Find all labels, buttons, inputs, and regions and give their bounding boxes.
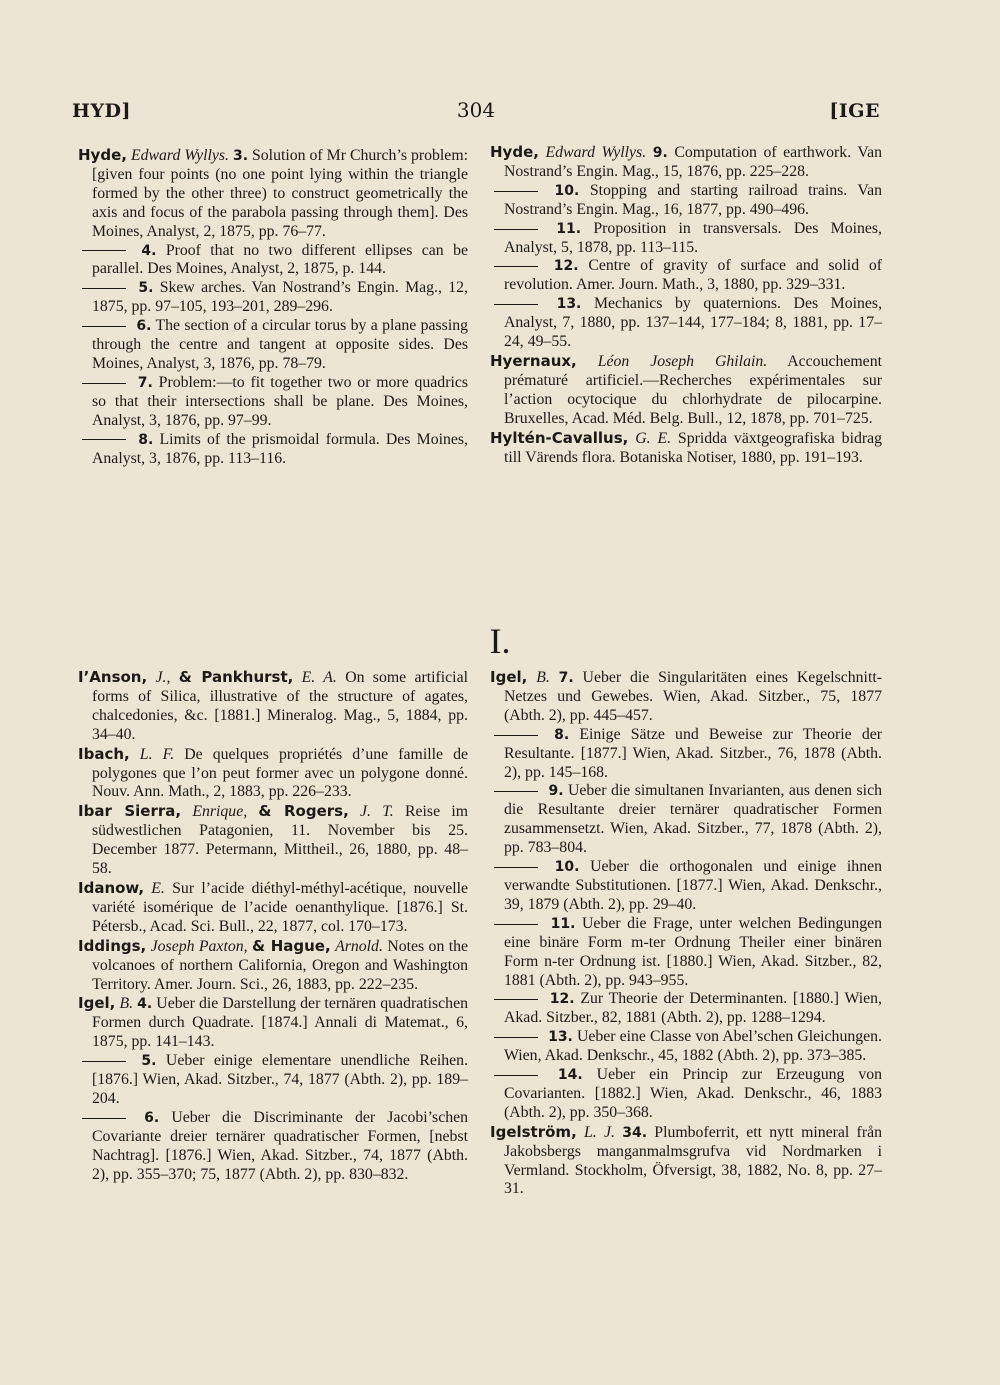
bibliography-subentry xyxy=(490,782,882,858)
entry-text: Limits of the prismoidal formula. Des Moines, Analyst, 3, 1876, pp. 113–116. xyxy=(92,430,469,467)
entry-number: 9. xyxy=(548,783,564,800)
bibliography-entry xyxy=(78,802,468,879)
author-name: Hyde, xyxy=(490,143,539,161)
bibliography-subentry xyxy=(490,257,882,295)
bibliography-entry xyxy=(78,668,468,745)
entry-text: De quelques propriétés d’une famille de polygones que l’on peut former avec un polygone donné. Nouv. Ann. Math., 2, 1883, pp. 226–233. xyxy=(92,745,468,801)
repeat-author-dash xyxy=(82,326,126,327)
author-name: Iddings, xyxy=(78,936,147,955)
entry-number: 4. xyxy=(137,996,153,1013)
bibliography-entry xyxy=(78,879,468,937)
entry-number: 6. xyxy=(144,1109,160,1126)
section-letter: I. xyxy=(489,621,511,661)
bibliography-entry xyxy=(78,937,468,995)
bibliography-subentry xyxy=(78,431,468,469)
author-name: Ibar Sierra, xyxy=(78,802,182,821)
coauthor-given-name: J. T. xyxy=(360,803,394,821)
repeat-author-dash xyxy=(494,1075,538,1076)
bibliography-subentry xyxy=(490,990,882,1028)
author-name: Hyernaux, xyxy=(490,351,577,370)
coauthor-given-name: Arnold. xyxy=(335,937,383,955)
page-number: 304 xyxy=(456,98,496,122)
entry-text: Stopping and starting railroad trains. Van Nostrand’s Engin. Mag., 16, 1877, pp. 490–496. xyxy=(504,181,882,218)
repeat-author-dash xyxy=(494,266,538,267)
entry-text: Accouchement prématuré artificiel.—Recherches expérimentales sur l’action ocytocique du chlorhydrate de pilocarpine. Bruxelles, Acad. Méd. Belg. Bull., 12, 1878, pp. 701–725. xyxy=(504,352,882,427)
author-name: I’Anson, xyxy=(78,668,148,686)
entry-text: Ueber die Discriminante der Jacobi’schen Covariante dreier ternärer quadratischer Formen, [nebst Nachtrag]. [1876.] Wien, Akad. Sitzber., 74, 1877 (Abth. 2), pp. 355–370; 75, 1877 (Abth. 2), pp. 830–832. xyxy=(92,1108,469,1183)
bibliography-subentry xyxy=(490,915,882,991)
top-right-column xyxy=(490,143,882,467)
author-given-name: L. J. xyxy=(584,1123,615,1141)
bottom-right-column xyxy=(490,668,882,1199)
entry-text: Centre of gravity of surface and solid of revolution. Amer. Journ. Math., 3, 1880, pp. 329–331. xyxy=(504,257,882,294)
entry-number: 13. xyxy=(548,1029,573,1046)
running-head-left: HYD] xyxy=(72,100,131,122)
entry-text: Proposition in transversals. Des Moines, Analyst, 5, 1878, pp. 113–115. xyxy=(504,219,883,256)
entry-number: 5. xyxy=(141,1053,157,1070)
entry-number: 14. xyxy=(557,1067,583,1084)
author-given-name: B. xyxy=(119,995,134,1013)
author-given-name: L. F. xyxy=(139,745,175,763)
author-name: Idanow, xyxy=(78,878,145,897)
repeat-author-dash xyxy=(494,735,538,736)
bibliography-entry xyxy=(490,429,882,468)
bibliography-subentry xyxy=(490,858,882,915)
entry-text: Reise im südwestlichen Patagonien, 11. November bis 25. December 1877. Petermann, Mittheil., 26, 1880, pp. 48–58. xyxy=(92,803,469,878)
repeat-author-dash xyxy=(82,1118,126,1119)
repeat-author-dash xyxy=(494,999,538,1000)
repeat-author-dash xyxy=(494,791,538,792)
entry-number: 10. xyxy=(554,182,580,199)
entry-text: Notes on the volcanoes of northern California, Oregon and Washington Territory. Amer. Journ. Sci., 26, 1883, pp. 222–235. xyxy=(92,937,469,993)
entry-number: 7. xyxy=(558,670,574,686)
bibliography-subentry xyxy=(490,220,882,258)
repeat-author-dash xyxy=(494,191,538,192)
entry-number: 10. xyxy=(554,859,580,876)
coauthor-name: & Pankhurst, xyxy=(178,668,294,686)
entry-number: 8. xyxy=(554,726,570,743)
author-name: Hyltén-Cavallus, xyxy=(490,428,629,447)
entry-text: Mechanics by quaternions. Des Moines, Analyst, 7, 1880, pp. 137–144, 177–184; 8, 1881, pp. 17–24, 49–55. xyxy=(504,295,883,351)
coauthor-name: & Rogers, xyxy=(258,802,349,821)
entry-number: 5. xyxy=(138,280,154,297)
bibliography-entry xyxy=(490,143,882,182)
author-name: Ibach, xyxy=(78,744,130,763)
entry-number: 3. xyxy=(232,148,249,164)
entry-number: 11. xyxy=(550,915,576,932)
entry-text: Ueber die Singularitäten eines Kegelschnitt-Netzes und Gewebes. Wien, Akad. Sitzber., 75, 1877 (Abth. 2), pp. 445–457. xyxy=(504,669,882,724)
bibliography-entry xyxy=(78,994,468,1052)
entry-text: Ueber ein Princip zur Erzeugung von Covarianten. [1882.] Wien, Akad. Denkschr., 46, 1883 (Abth. 2), pp. 350–368. xyxy=(504,1066,883,1121)
author-given-name: G. E. xyxy=(635,429,672,447)
author-given-name: Edward Wyllys. xyxy=(130,147,229,164)
entry-text: Ueber einige elementare unendliche Reihen. [1876.] Wien, Akad. Sitzber., 74, 1877 (Abth. 2), pp. 189–204. xyxy=(92,1052,469,1107)
running-head-right: [IGE xyxy=(829,100,880,122)
author-name: Hyde, xyxy=(78,146,127,164)
bibliography-subentry xyxy=(78,279,468,317)
entry-text: The section of a circular torus by a plane passing through the centre and tangent at opposite sides. Des Moines, Analyst, 3, 1876, pp. 78–79. xyxy=(92,317,468,372)
entry-text: Plumboferrit, ett nytt mineral från Jakobsbergs manganmalmsgrufva vid Nordmarken i Vermland. Stockholm, Öfversigt, 38, 1882, No. 8, pp. 27–31. xyxy=(504,1123,882,1198)
repeat-author-dash xyxy=(494,867,538,868)
entry-number: 11. xyxy=(556,220,582,237)
bibliography-entry xyxy=(490,668,882,726)
entry-text: Problem:—to fit together two or more quadrics so that their intersections shall be plane. Des Moines, Analyst, 3, 1876, pp. 97–99. xyxy=(92,373,469,429)
entry-number: 6. xyxy=(136,318,152,335)
author-given-name: B. xyxy=(536,669,550,686)
bibliography-subentry xyxy=(490,1028,882,1066)
entry-number: 12. xyxy=(549,991,575,1008)
bibliography-subentry xyxy=(490,182,882,220)
running-head xyxy=(72,100,880,126)
bibliography-subentry xyxy=(490,1066,882,1123)
entry-text: Einige Sätze und Beweise zur Theorie der Resultante. [1877.] Wien, Akad. Sitzber., 76, 1878 (Abth. 2), pp. 145–168. xyxy=(504,725,882,781)
author-given-name: Léon Joseph Ghilain. xyxy=(597,352,768,370)
entry-text: Ueber die Darstellung der ternären quadratischen Formen durch Quadrate. [1874.] Annali di Matemat., 6, 1875, pp. 141–143. xyxy=(92,995,468,1051)
entry-text: Zur Theorie der Determinanten. [1880.] Wien, Akad. Sitzber., 82, 1881 (Abth. 2), pp. 1288–1294. xyxy=(504,990,882,1027)
author-given-name: Edward Wyllys. xyxy=(545,144,647,161)
author-given-name: Joseph Paxton, xyxy=(150,937,248,955)
entry-text: Sur l’acide diéthyl-méthyl-acétique, nouvelle variété isomérique de l’acide oenanthylique. [1876.] St. Pétersb., Acad. Sci. Bull., 22, 1877, col. 170–173. xyxy=(92,879,469,935)
author-given-name: E. xyxy=(151,879,165,897)
repeat-author-dash xyxy=(494,304,538,305)
entry-text: On some artificial forms of Silica, illustrative of the structure of agates, chalcedonies, &c. [1881.] Mineralog. Mag., 5, 1884, pp. 34–40. xyxy=(92,669,468,743)
entry-number: 7. xyxy=(137,374,153,391)
author-given-name: J., xyxy=(155,669,171,686)
entry-text: Spridda växtgeografiska bidrag till Värends flora. Botaniska Notiser, 1880, pp. 191–193. xyxy=(504,429,883,466)
entry-text: Proof that no two different ellipses can be parallel. Des Moines, Analyst, 2, 1875, p. 144. xyxy=(92,241,468,278)
entry-text: Solution of Mr Church’s problem: [given four points (no one point lying within the triangle formed by the other three) to construct geometrically the axis and focus of the parabola passing through them]. Des Moines, Analyst, 2, 1875, pp. 76–77. xyxy=(92,147,468,240)
bibliography-entry xyxy=(490,1123,882,1200)
repeat-author-dash xyxy=(82,288,126,289)
repeat-author-dash xyxy=(82,439,126,440)
bibliography-subentry xyxy=(78,1109,468,1185)
repeat-author-dash xyxy=(494,229,538,230)
bibliography-subentry xyxy=(490,726,882,783)
bottom-left-column xyxy=(78,668,468,1184)
bibliography-entry xyxy=(78,745,468,803)
entry-number: 9. xyxy=(652,145,668,161)
bibliography-subentry xyxy=(78,1052,468,1109)
entry-number: 34. xyxy=(622,1124,648,1141)
coauthor-name: & Hague, xyxy=(251,936,331,955)
repeat-author-dash xyxy=(82,383,126,384)
bibliography-subentry xyxy=(78,317,468,374)
author-name: Igelström, xyxy=(490,1122,577,1141)
entry-text: Ueber die simultanen Invarianten, aus denen sich die Resultante dreier ternärer quadratischer Formen zusammensetzt. Wien, Akad. Sitzber., 77, 1878 (Abth. 2), pp. 783–804. xyxy=(504,782,882,857)
coauthor-given-name: E. A. xyxy=(301,669,337,686)
author-name: Igel, xyxy=(78,994,116,1013)
top-left-column xyxy=(78,146,468,468)
repeat-author-dash xyxy=(82,1061,126,1062)
bibliography-subentry xyxy=(490,295,882,352)
bibliography-entry xyxy=(490,352,882,429)
author-given-name: Enrique, xyxy=(192,803,248,821)
entry-number: 13. xyxy=(556,296,582,313)
author-name: Igel, xyxy=(490,668,528,686)
entry-text: Ueber die Frage, unter welchen Bedingungen eine binäre Form m-ter Ordnung Theiler einer binären Form n-ter Ordnung ist. [1880.] Wien, Akad. Sitzber., 82, 1881 (Abth. 2), pp. 943–955. xyxy=(504,914,883,989)
bibliography-subentry xyxy=(78,242,468,280)
entry-text: Computation of earthwork. Van Nostrand’s Engin. Mag., 15, 1876, pp. 225–228. xyxy=(504,144,883,180)
repeat-author-dash xyxy=(494,1037,538,1038)
repeat-author-dash xyxy=(82,250,126,251)
entry-text: Skew arches. Van Nostrand’s Engin. Mag., 12, 1875, pp. 97–105, 193–201, 289–296. xyxy=(92,279,469,316)
entry-number: 4. xyxy=(141,242,157,259)
entry-text: Ueber eine Classe von Abel’schen Gleichungen. Wien, Akad. Denkschr., 45, 1882 (Abth. 2), pp. 373–385. xyxy=(504,1028,883,1065)
bibliography-subentry xyxy=(78,374,468,431)
entry-number: 12. xyxy=(553,258,579,275)
repeat-author-dash xyxy=(494,924,538,925)
bibliography-entry xyxy=(78,146,468,242)
entry-text: Ueber die orthogonalen und einige ihnen verwandte Substitutionen. [1877.] Wien, Akad. Denkschr., 39, 1879 (Abth. 2), pp. 29–40. xyxy=(504,858,883,913)
entry-number: 8. xyxy=(138,431,154,448)
